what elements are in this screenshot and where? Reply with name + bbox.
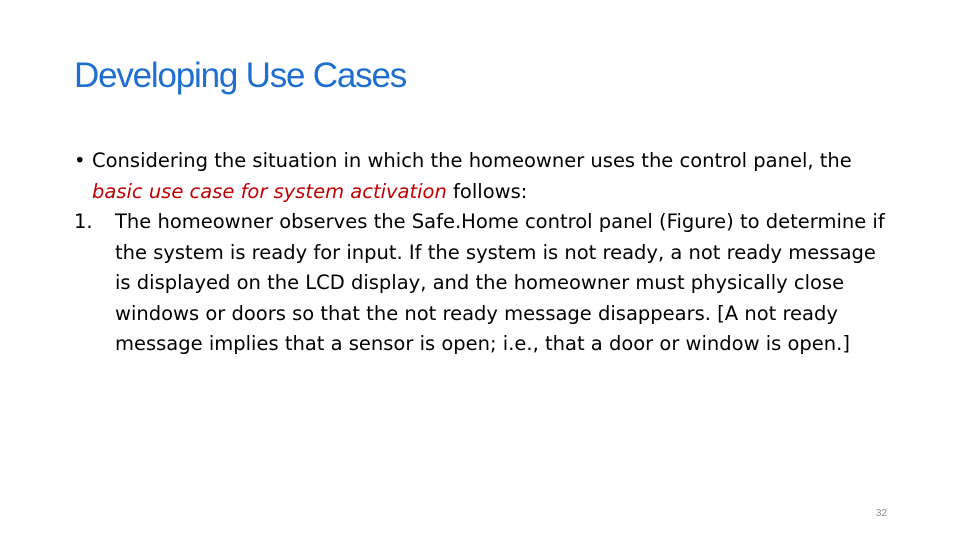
bullet-text-before: Considering the situation in which the homeowner uses the control panel, the (92, 149, 852, 172)
step-number: 1. (74, 210, 93, 233)
step-text: The homeowner observes the Safe.Home control panel (Figure) to determine if the system is ready for input. If the system is not ready, a not ready message is displayed on the LCD display, and the homeowner must physically close windows or doors so that the not ready message disappears. [A not ready message implies that a sensor is open; i.e., that a door or window is open.] (115, 210, 885, 355)
slide-body (74, 146, 894, 360)
slide-title: Developing Use Cases (74, 56, 407, 95)
bullet-text-after: follows: (446, 179, 528, 203)
numbered-step (74, 207, 894, 360)
bullet-marker: • (74, 149, 86, 172)
bullet-emphasis: basic use case for system activation (92, 179, 447, 203)
page-number: 32 (875, 508, 887, 519)
bullet-item (74, 146, 894, 207)
